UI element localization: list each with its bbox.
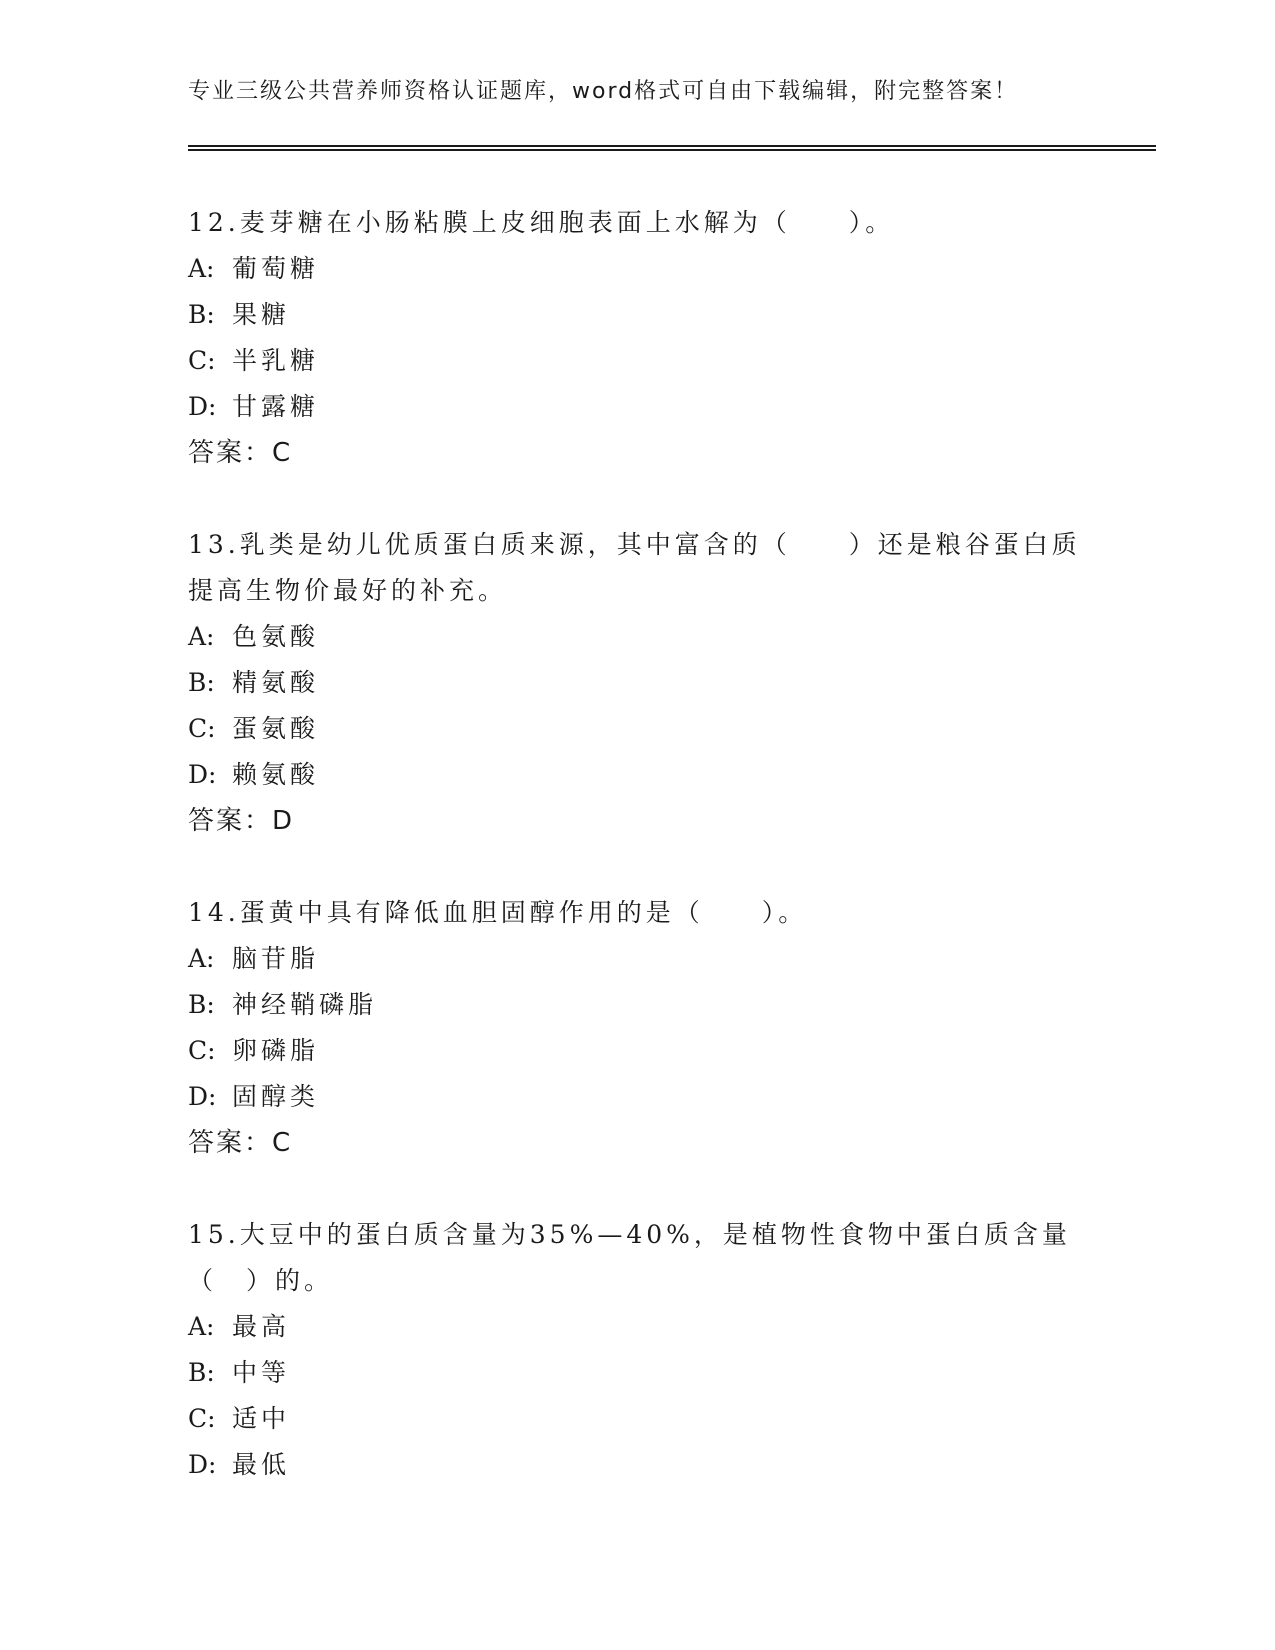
header-rule-bottom	[188, 149, 1156, 151]
option-text: 神经鞘磷脂	[232, 990, 378, 1019]
option-letter: C:	[188, 1036, 216, 1065]
option-letter: A:	[188, 944, 215, 973]
option-b	[188, 982, 1088, 1028]
page-header: 专业三级公共营养师资格认证题库，word格式可自由下载编辑，附完整答案！	[188, 79, 1019, 104]
option-letter: D:	[188, 392, 217, 421]
answer: 答案：C	[188, 1128, 293, 1158]
question-stem: 15.大豆中的蛋白质含量为35%—40%，是植物性食物中蛋白质含量（ ）的。	[188, 1220, 1071, 1295]
option-text: 最低	[232, 1450, 291, 1479]
option-text: 精氨酸	[232, 668, 320, 697]
option-text: 脑苷脂	[232, 944, 320, 973]
question-14	[188, 890, 1088, 1166]
question-stem: 13.乳类是幼儿优质蛋白质来源，其中富含的（ ）还是粮谷蛋白质提高生物价最好的补充。	[188, 530, 1081, 605]
question-12	[188, 200, 1088, 476]
option-letter: B:	[188, 1358, 215, 1387]
option-text: 最高	[232, 1312, 291, 1341]
option-text: 赖氨酸	[232, 760, 320, 789]
option-text: 果糖	[232, 300, 291, 329]
option-a	[188, 246, 1088, 292]
option-b	[188, 1350, 1088, 1396]
option-letter: B:	[188, 990, 215, 1019]
option-text: 蛋氨酸	[232, 714, 320, 743]
option-letter: C:	[188, 346, 216, 375]
option-a	[188, 936, 1088, 982]
answer: 答案：C	[188, 438, 293, 468]
option-b	[188, 660, 1088, 706]
option-text: 色氨酸	[232, 622, 320, 651]
option-text: 适中	[232, 1404, 291, 1433]
option-text: 半乳糖	[232, 346, 320, 375]
option-letter: A:	[188, 254, 215, 283]
option-c	[188, 338, 1088, 384]
option-a	[188, 1304, 1088, 1350]
question-list	[188, 200, 1088, 1534]
option-d	[188, 384, 1088, 430]
header-rule-top	[188, 145, 1156, 147]
option-text: 中等	[232, 1358, 291, 1387]
option-c	[188, 1028, 1088, 1074]
question-stem: 14.蛋黄中具有降低血胆固醇作用的是（ ）。	[188, 898, 808, 927]
option-letter: A:	[188, 1312, 215, 1341]
option-d	[188, 1074, 1088, 1120]
answer: 答案：D	[188, 806, 295, 836]
option-text: 卵磷脂	[232, 1036, 320, 1065]
option-text: 葡萄糖	[232, 254, 320, 283]
question-stem: 12.麦芽糖在小肠粘膜上皮细胞表面上水解为（ ）。	[188, 208, 895, 237]
option-text: 甘露糖	[232, 392, 320, 421]
option-letter: D:	[188, 1450, 217, 1479]
question-13	[188, 522, 1088, 844]
option-text: 固醇类	[232, 1082, 320, 1111]
option-letter: A:	[188, 622, 215, 651]
question-15	[188, 1212, 1088, 1488]
option-d	[188, 752, 1088, 798]
option-b	[188, 292, 1088, 338]
option-letter: B:	[188, 668, 215, 697]
option-a	[188, 614, 1088, 660]
option-letter: C:	[188, 714, 216, 743]
option-c	[188, 706, 1088, 752]
option-letter: B:	[188, 300, 215, 329]
option-d	[188, 1442, 1088, 1488]
option-letter: C:	[188, 1404, 216, 1433]
option-letter: D:	[188, 1082, 217, 1111]
option-c	[188, 1396, 1088, 1442]
option-letter: D:	[188, 760, 217, 789]
